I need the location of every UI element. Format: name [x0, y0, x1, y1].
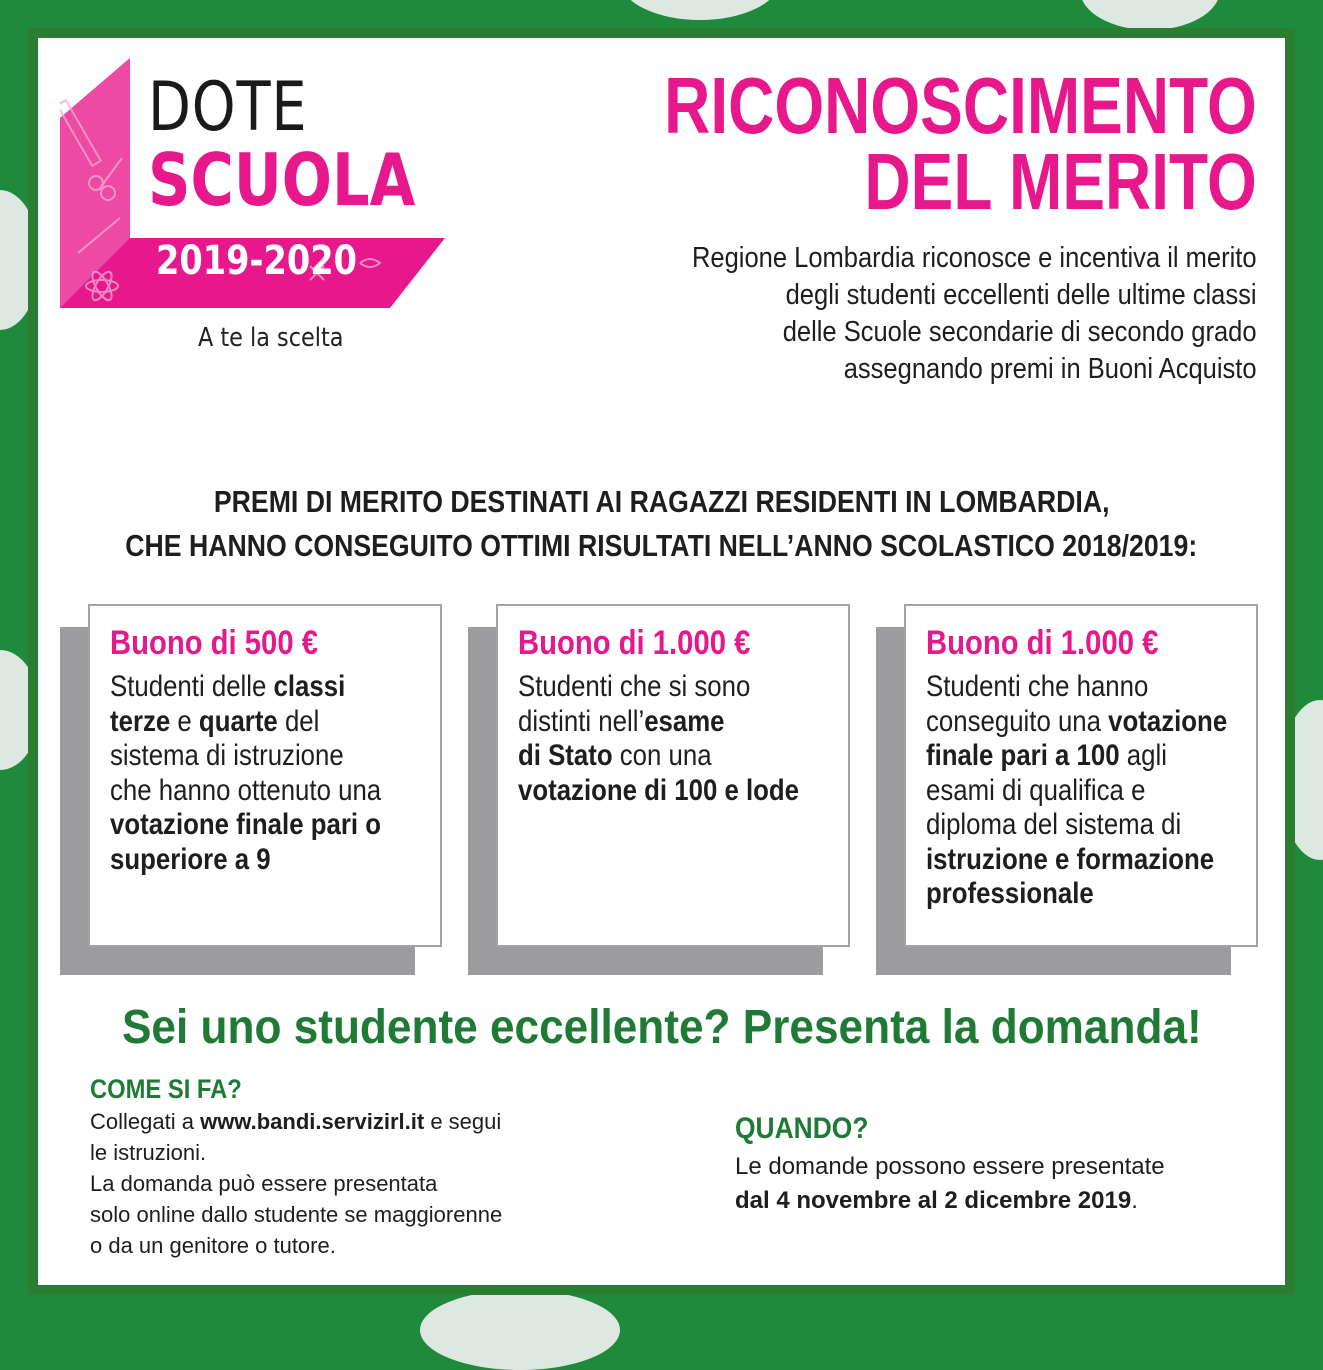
text-line	[110, 808, 454, 843]
how-instructions	[90, 1106, 560, 1261]
awards-headline	[0, 480, 1323, 568]
when-title: QUANDO?	[735, 1112, 869, 1145]
intro-line: assegnando premi in Buoni Acquisto	[844, 353, 1257, 385]
call-to-action	[0, 1000, 1323, 1055]
bold-text: finale pari a 100	[926, 739, 1120, 772]
bold-text: professionale	[926, 877, 1094, 910]
text-line	[90, 1168, 560, 1199]
text: con una	[612, 739, 712, 772]
text: del	[277, 704, 320, 738]
main-title-line-2: DEL MERITO	[864, 137, 1257, 226]
when-dates	[735, 1150, 1235, 1218]
bold-text: votazione finale pari o	[110, 808, 381, 841]
text-line	[110, 670, 454, 705]
text: .	[1131, 1187, 1138, 1214]
text: esami di qualifica e	[926, 773, 1146, 807]
text: Le domande possono essere presentate	[735, 1153, 1165, 1180]
text: le istruzioni.	[90, 1140, 207, 1165]
text: La domanda può essere presentata	[90, 1171, 438, 1196]
text: Collegati a	[90, 1109, 201, 1134]
text-line	[110, 774, 454, 809]
background-blob	[1080, 0, 1220, 30]
dote-scuola-logo	[60, 58, 445, 313]
text: Studenti che si sono	[518, 670, 751, 703]
bold-text: superiore a 9	[110, 842, 271, 876]
text-line	[90, 1199, 560, 1230]
text: Studenti delle	[110, 670, 274, 703]
text-line	[926, 877, 1270, 912]
text-line	[926, 739, 1270, 774]
text-line	[735, 1184, 1235, 1218]
text-line	[518, 739, 862, 774]
how-title: COME SI FA?	[90, 1074, 242, 1104]
text-line	[926, 808, 1270, 843]
award-title: Buono di 1.000 €	[926, 624, 1159, 662]
bold-text: classi	[273, 670, 346, 703]
logo-title-dote: DOTE	[148, 68, 308, 147]
text-line	[110, 705, 454, 740]
bold-text: di Stato	[518, 739, 613, 772]
headline-line: PREMI DI MERITO DESTINATI AI RAGAZZI RESIDENTI IN LOMBARDIA,	[213, 484, 1110, 519]
text-line	[90, 1230, 560, 1261]
background-blob	[420, 1290, 620, 1370]
text-line	[110, 739, 454, 774]
text: conseguito una	[926, 704, 1109, 738]
bold-text: www.bandi.servizirl.it	[200, 1109, 425, 1134]
text: che hanno ottenuto una	[110, 773, 382, 807]
call-to-action-text: Sei uno studente eccellente? Presenta la domanda!	[121, 1001, 1202, 1054]
award-title: Buono di 1.000 €	[518, 624, 751, 662]
intro-line: delle Scuole secondarie di secondo grado	[783, 316, 1257, 348]
bold-text: votazione	[1108, 704, 1228, 738]
text-line	[926, 705, 1270, 740]
text: e	[170, 704, 199, 738]
text: o da un genitore o tutore.	[90, 1233, 336, 1258]
text-line	[926, 843, 1270, 878]
headline-line: CHE HANNO CONSEGUITO OTTIMI RISULTATI NELL’ANNO SCOLASTICO 2018/2019:	[125, 528, 1198, 563]
text: distinti nell’	[518, 704, 645, 738]
text-line	[518, 774, 862, 809]
bold-text: quarte	[198, 704, 278, 738]
award-description	[926, 670, 1270, 912]
text: sistema di istruzione	[110, 739, 344, 772]
intro-paragraph	[692, 240, 1257, 388]
text: Studenti che hanno	[926, 670, 1149, 703]
text-line	[926, 670, 1270, 705]
text: e segui	[424, 1109, 502, 1134]
main-title	[664, 61, 1257, 226]
text-line	[735, 1150, 1235, 1184]
intro-line: degli studenti eccellenti delle ultime classi	[786, 279, 1257, 311]
award-box-500	[88, 604, 442, 947]
bold-text: dal 4 novembre al 2 dicembre 2019	[735, 1187, 1132, 1214]
text: agli	[1119, 739, 1167, 772]
logo-year: 2019-2020	[156, 238, 357, 284]
text-line	[90, 1106, 560, 1137]
bold-text: esame	[644, 704, 725, 738]
bold-text: terze	[110, 704, 171, 738]
text-line	[518, 670, 862, 705]
intro-line: Regione Lombardia riconosce e incentiva il merito	[692, 242, 1257, 274]
award-box-1000-qualifica	[904, 604, 1258, 947]
logo-tagline: A te la scelta	[198, 323, 344, 353]
text: solo online dallo studente se maggiorenne	[90, 1202, 503, 1227]
award-title: Buono di 500 €	[110, 624, 318, 662]
text-line	[926, 774, 1270, 809]
main-title-line-1: RICONOSCIMENTO	[664, 61, 1257, 150]
text-line	[110, 843, 454, 878]
bold-text: votazione di 100 e lode	[518, 773, 800, 807]
award-box-1000-esame	[496, 604, 850, 947]
text-line	[518, 705, 862, 740]
background-blob	[620, 0, 780, 20]
text: diploma del sistema di	[926, 808, 1182, 841]
text-line	[90, 1137, 560, 1168]
award-description	[518, 670, 862, 808]
bold-text: istruzione e formazione	[926, 842, 1215, 876]
logo-title-scuola: SCUOLA	[148, 138, 416, 222]
award-description	[110, 670, 454, 877]
